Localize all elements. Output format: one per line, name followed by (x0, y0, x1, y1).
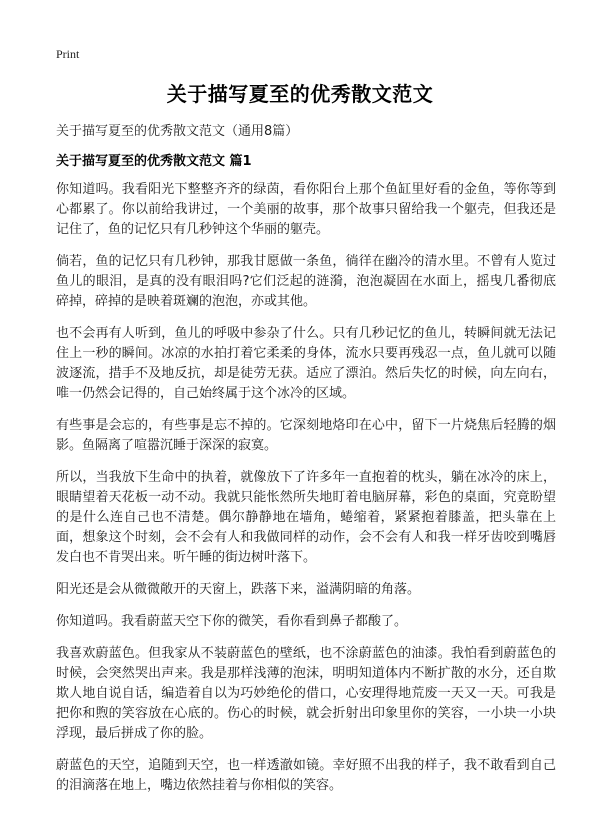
paragraph: 有些事是会忘的，有些事是忘不掉的。它深刻地烙印在心中，留下一片烧焦后轻腾的烟影。鱼隔离了喧嚣沉睡于深深的寂寞。 (56, 418, 556, 453)
paragraph: 也不会再有人听到，鱼儿的呼吸中参杂了什么。只有几秒记忆的鱼儿，转瞬间就无法记住上一秒的瞬间。冰凉的水拍打着它柔柔的身体，流水只要再残忍一点，鱼儿就可以随波逐流，措手不及地反抗，却是徒劳无获。适应了漂泊。然后失忆的时候，向左向右，唯一仍然会记得的，自己始终属于这个冰冷的区域。 (56, 326, 556, 401)
paragraph: 你知道吗。我看蔚蓝天空下你的微笑，看你看到鼻子都酸了。 (56, 614, 408, 629)
paragraph: 阳光还是会从微微敞开的天窗上，跌落下来，溢满阴暗的角落。 (56, 582, 421, 597)
section-heading: 关于描写夏至的优秀散文范文 篇1 (56, 154, 252, 169)
paragraph: 你知道吗。我看阳光下整整齐齐的绿茵，看你阳台上那个鱼缸里好看的金鱼，等你等到心都累了。你以前给我讲过，一个美丽的故事，那个故事只留给我一个躯壳，但我还是记住了，鱼的记忆只有几秒钟这个华丽的躯壳。 (56, 182, 556, 237)
print-link[interactable]: Print (56, 47, 80, 61)
paragraph: 所以，当我放下生命中的执着，就像放下了许多年一直抱着的枕头，躺在冰冷的床上，眼睛望着天花板一动不动。我就只能怅然所失地盯着电脑屏幕，彩色的桌面，究竟盼望的是什么连自己也不清楚。偶尔静静地在墙角，蜷缩着，紧紧抱着膝盖，把头靠在上面，想象这个时刻，会不会有人和我做同样的动作，会不会有人和我一样牙齿咬到嘴唇发白也不肯哭出来。听午睡的街边树叶落下。 (56, 470, 556, 565)
document-subtitle: 关于描写夏至的优秀散文范文（通用8篇） (56, 124, 299, 139)
paragraph: 倘若，鱼的记忆只有几秒钟，那我甘愿做一条鱼，徜徉在幽冷的清水里。不曾有人览过鱼儿的眼泪，是真的没有眼泪吗?它们泛起的涟漪，泡泡凝固在水面上，摇曳几番彻底碎掉，碎掉的是映着斑斓的泡泡，亦或其他。 (56, 254, 556, 309)
page-title: 关于描写夏至的优秀散文范文 (166, 82, 434, 106)
paragraph: 蔚蓝色的天空，追随到天空，也一样透澈如镜。幸好照不出我的样子，我不敢看到自己的泪滴落在地上，嘴边依然挂着与你相似的笑容。 (56, 758, 556, 793)
article-body (56, 180, 556, 808)
paragraph: 我喜欢蔚蓝色。但我家从不装蔚蓝色的壁纸，也不涂蔚蓝色的油漆。我怕看到蔚蓝色的时候，会突然哭出声来。我是那样浅薄的泡沫，明明知道体内不断扩散的水分，还自欺欺人地自说自话，编造着自以为巧妙绝伦的借口，心安理得地荒废一天又一天。可我是把你和煦的笑容放在心底的。伤心的时候，就会折射出印象里你的笑容，一小块一小块浮现，最后拼成了你的脸。 (56, 646, 556, 741)
